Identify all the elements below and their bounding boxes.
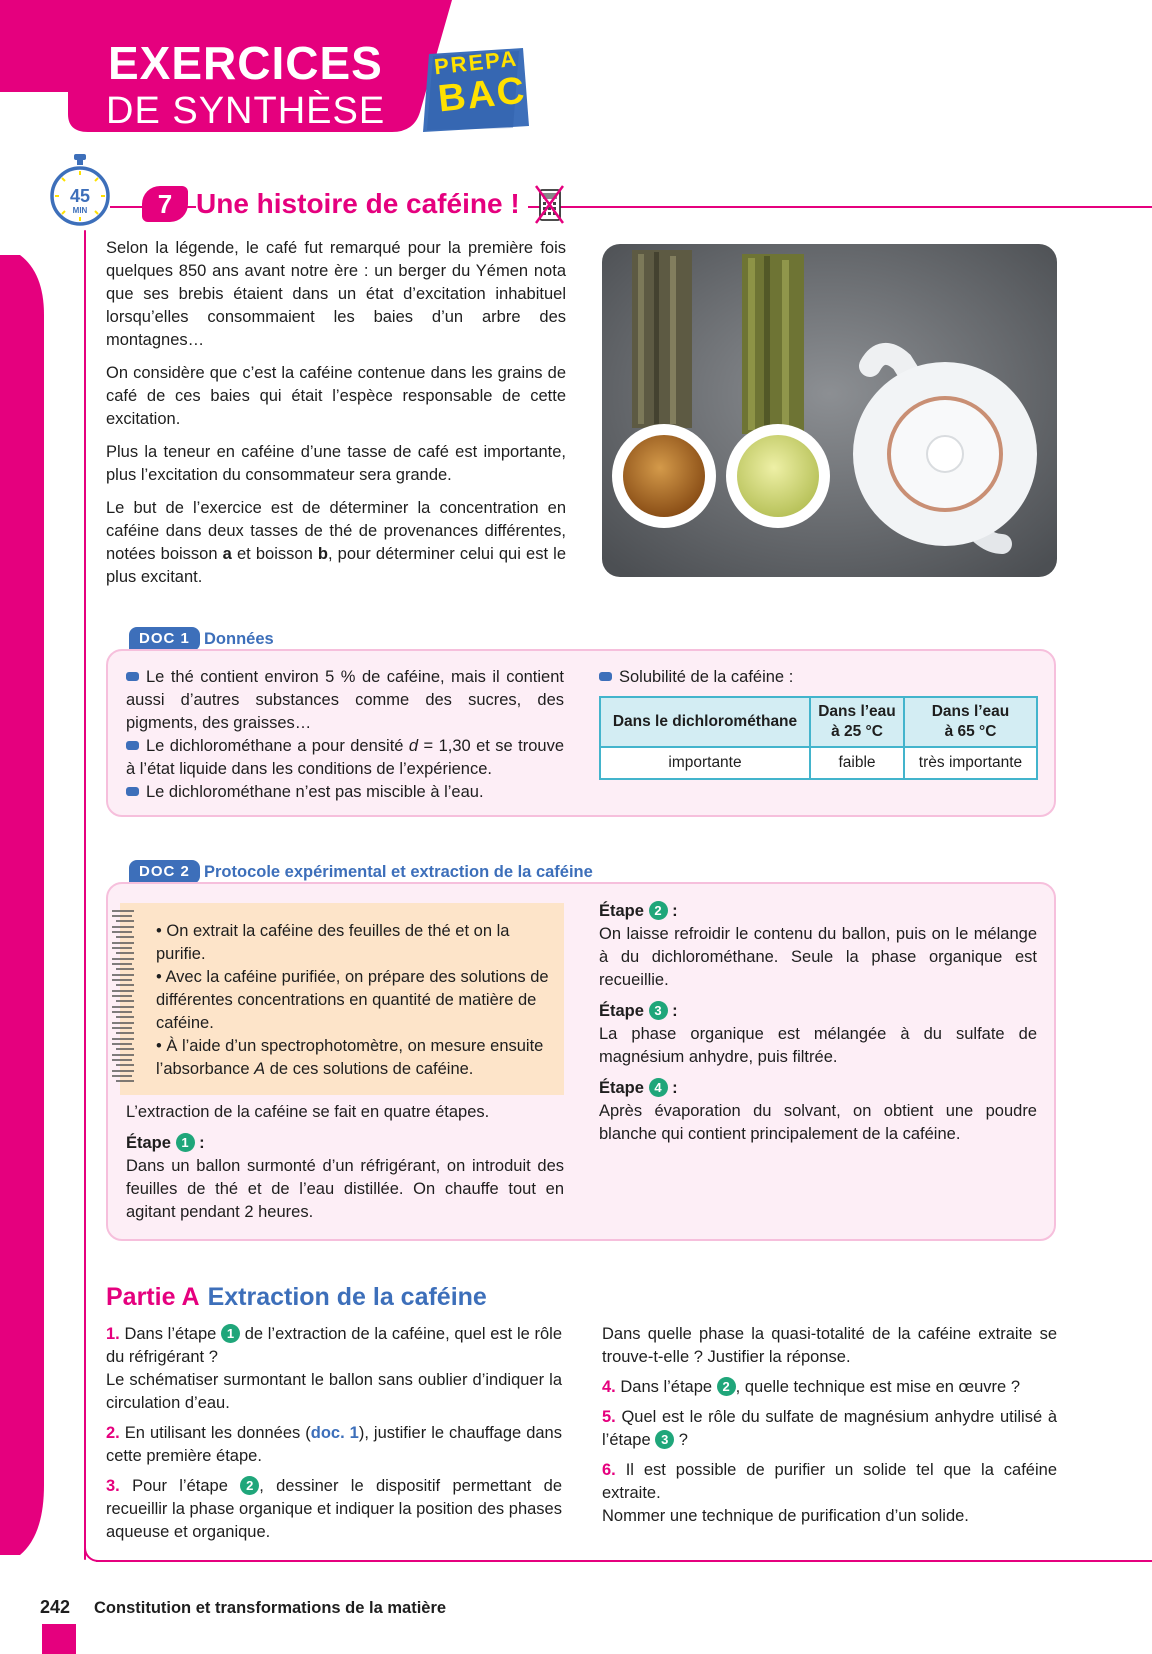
step-number-icon: 3 — [655, 1430, 674, 1449]
badge-prepa: PREPA — [432, 45, 520, 80]
chapter-title: Constitution et transformations de la matière — [94, 1599, 447, 1617]
step-number-icon: 2 — [240, 1476, 259, 1495]
header-title: EXERCICES — [108, 37, 383, 89]
step-heading: Étape 1 : — [126, 1134, 205, 1152]
frame-line-left — [84, 230, 86, 1560]
step-text: Dans un ballon surmonté d’un réfrigérant, on introduit des feuilles de thé et de l’eau distillée. On chauffe tout en agitant pendant 2 heures. — [126, 1157, 564, 1221]
section-title: Extraction de la caféine — [207, 1283, 487, 1311]
doc-reference-link[interactable]: doc. 1 — [310, 1424, 359, 1442]
step-heading: Étape 3 : — [599, 1002, 678, 1020]
note-item: • À l’aide d’un spectrophotomètre, on mesure ensuite l’absorbance A de ces solutions de caféine. — [156, 1037, 544, 1078]
question-5: 5. Quel est le rôle du sulfate de magnésium anhydre utilisé à l’étape 3 ? — [602, 1408, 1057, 1449]
table-header: Dans l’eau à 65 °C — [904, 697, 1037, 747]
bullet-icon — [126, 787, 139, 796]
intro-paragraph-goal: Le but de l’exercice est de déterminer la concentration en caféine dans deux tasses de thé de provenances différentes, notées boisson a et boisson b, pour déterminer celui qui est le plus excitant. — [106, 499, 566, 586]
step-1 — [126, 1132, 564, 1224]
doc2-right-column — [599, 900, 1037, 1154]
doc2-title: Protocole expérimental et extraction de la caféine — [204, 863, 593, 881]
solubility-table — [599, 696, 1038, 780]
doc1-tag: DOC 1 — [129, 627, 200, 651]
section-heading — [106, 1283, 487, 1312]
note-item: • Avec la caféine purifiée, on prépare des solutions de différentes concentrations en quantité de matière de caféine. — [156, 968, 549, 1032]
table-header: Dans l’eau à 25 °C — [810, 697, 904, 747]
header-subtitle: DE SYNTHÈSE — [106, 90, 386, 132]
step-number-icon: 1 — [176, 1133, 195, 1152]
frame-line-bottom — [96, 1560, 1152, 1562]
intro-paragraph: Selon la légende, le café fut remarqué pour la première fois quelques 850 ans avant notre ère : un berger du Yémen nota que ses brebis étaient dans un état d’excitation inhabituel lorsqu’elles consommaient les baies d’un arbre des montagnes… — [106, 239, 566, 349]
step-number-icon: 2 — [717, 1377, 736, 1396]
step-heading: Étape 2 : — [599, 902, 678, 920]
side-strip — [0, 255, 48, 1555]
step-4 — [599, 1077, 1037, 1146]
no-calculator-icon — [534, 182, 564, 226]
doc1-bullet: Le dichlorométhane a pour densité d = 1,30 et se trouve à l’état liquide dans les conditions de l’expérience. — [126, 737, 564, 778]
step-number-icon: 4 — [649, 1078, 668, 1097]
exercise-number: 7 — [142, 186, 188, 222]
intro-text — [106, 237, 566, 599]
bullet-icon — [126, 741, 139, 750]
question-3-continued: Dans quelle phase la quasi-totalité de la caféine extraite se trouve-t-elle ? Justifier la réponse. — [602, 1325, 1057, 1366]
stopwatch-icon — [50, 152, 110, 228]
tea-photo — [602, 244, 1057, 577]
doc1-bullet: Le dichlorométhane n’est pas miscible à l’eau. — [126, 781, 564, 804]
extraction-intro: L’extraction de la caféine se fait en quatre étapes. — [126, 1103, 490, 1121]
questions-left-column — [106, 1323, 562, 1551]
intro-paragraph: On considère que c’est la caféine contenue dans les grains de café de ces baies qui était l’espèce responsable de cette excitation. — [106, 364, 566, 428]
question-6: 6. Il est possible de purifier un solide tel que la caféine extraite. Nommer une technique de purification d’un solide. — [602, 1461, 1057, 1525]
doc1-title: Données — [204, 630, 274, 648]
table-cell: importante — [600, 747, 810, 779]
timer-unit: MIN — [72, 206, 88, 215]
bullet-icon — [599, 672, 612, 681]
spiral-binding-icon — [110, 907, 138, 1091]
question-4: 4. Dans l’étape 2 , quelle technique est mise en œuvre ? — [602, 1378, 1020, 1396]
page-number: 242 — [40, 1597, 71, 1617]
exercise-title: Une histoire de caféine ! — [196, 188, 528, 220]
step-text: La phase organique est mélangée à du sulfate de magnésium anhydre, puis filtrée. — [599, 1025, 1037, 1066]
note-item: • On extrait la caféine des feuilles de thé et on la purifie. — [156, 922, 510, 963]
step-number-icon: 2 — [649, 901, 668, 920]
doc2-left-column — [126, 1101, 564, 1224]
footer-marker — [42, 1624, 76, 1654]
question-3: 3. Pour l’étape 2 , dessiner le dispositif permettant de recueillir la phase organique et indiquer la position des phases aqueuse et organique. — [106, 1477, 562, 1541]
step-3 — [599, 1000, 1037, 1069]
step-text: Après évaporation du solvant, on obtient une poudre blanche qui contient principalement de la caféine. — [599, 1102, 1037, 1143]
question-2: 2. En utilisant les données (doc. 1), justifier le chauffage dans cette première étape. — [106, 1424, 562, 1465]
step-heading: Étape 4 : — [599, 1079, 678, 1097]
table-cell: très importante — [904, 747, 1037, 779]
doc1-data-list — [126, 666, 564, 804]
step-2 — [599, 900, 1037, 992]
step-number-icon: 1 — [221, 1324, 240, 1343]
note-list — [156, 920, 558, 1081]
step-number-icon: 3 — [649, 1001, 668, 1020]
bullet-icon — [126, 672, 139, 681]
badge-bac: BAC — [435, 69, 529, 121]
timer-value: 45 — [69, 186, 91, 206]
doc1-bullet: Le thé contient environ 5 % de caféine, mais il contient aussi d’autres substances comme des sucres, des pigments, des graisses… — [126, 668, 564, 732]
section-label: Partie A — [106, 1283, 200, 1311]
questions-right-column — [602, 1323, 1057, 1535]
table-cell: faible — [810, 747, 904, 779]
doc2-tag: DOC 2 — [129, 860, 200, 884]
step-text: On laisse refroidir le contenu du ballon, puis on le mélange à du dichlorométhane. Seule la phase organique est recueillie. — [599, 925, 1037, 989]
intro-paragraph: Plus la teneur en caféine d’une tasse de café est importante, plus l’excitation du consommateur sera grande. — [106, 443, 566, 484]
question-1: 1. Dans l’étape 1 de l’extraction de la caféine, quel est le rôle du réfrigérant ? Le schématiser surmontant le ballon sans oublier d’indiquer la circulation d’eau. — [106, 1325, 562, 1412]
solubility-label: Solubilité de la caféine : — [599, 666, 793, 689]
table-header: Dans le dichlorométhane — [600, 697, 810, 747]
